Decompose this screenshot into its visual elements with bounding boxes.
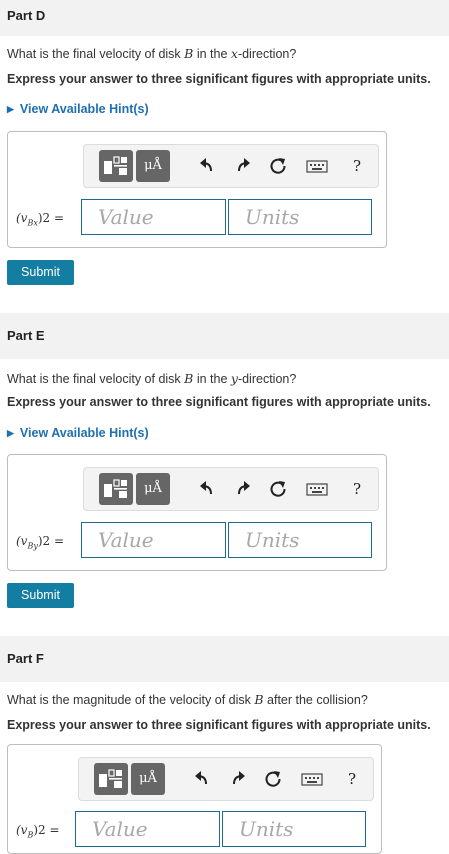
part-d-hint-link[interactable] [7,102,149,116]
templates-icon [99,150,133,182]
help-icon[interactable]: ? [352,157,362,175]
part-e-instruction: Express your answer to three significant figures with appropriate units. [7,395,431,409]
part-f-header: Part F [0,636,449,682]
redo-icon[interactable] [232,478,254,500]
undo-icon[interactable] [191,768,213,790]
math-toolbar [83,467,379,511]
units-input[interactable]: Units [228,522,372,558]
redo-icon[interactable] [227,768,249,790]
triangle-right-icon: ▶ [7,104,14,114]
var-main: (v [16,823,28,837]
part-e-answer-box [7,454,387,571]
question-text: What is the final velocity of disk [7,47,185,61]
units-button[interactable]: μÅ [136,150,170,182]
question-text: in the [193,372,231,386]
var-tail: )2 = [33,823,60,837]
question-var: B [184,46,194,61]
question-text: What is the magnitude of the velocity of disk [7,693,255,707]
part-d-answer-box [7,131,387,248]
templates-button[interactable] [99,473,133,505]
question-text: in the [193,47,231,61]
var-tail: )2 = [37,211,65,225]
value-input[interactable]: Value [81,199,226,235]
part-f-question [7,692,368,707]
keyboard-icon[interactable] [304,155,330,177]
templates-button[interactable] [94,763,128,795]
question-text: -direction? [237,47,297,61]
units-input[interactable]: Units [222,811,366,847]
question-var: B [254,692,264,707]
question-var: B [184,371,194,386]
part-e-header: Part E [0,313,449,359]
part-e-question [7,371,296,386]
part-d-instruction: Express your answer to three significant figures with appropriate units. [7,72,431,86]
reset-icon[interactable] [262,768,284,790]
keyboard-icon[interactable] [304,478,330,500]
templates-icon [99,473,133,505]
help-icon[interactable]: ? [347,770,357,788]
var-tail: )2 = [37,534,65,548]
variable-label [16,211,64,227]
question-axis: x [230,46,238,61]
reset-icon[interactable] [267,155,289,177]
math-toolbar [78,757,374,801]
var-sub: By [27,541,38,551]
question-text: What is the final velocity of disk [7,372,185,386]
reset-icon[interactable] [267,478,289,500]
undo-icon[interactable] [196,478,218,500]
part-f-instruction: Express your answer to three significant figures with appropriate units. [7,718,431,732]
part-e-hint-link[interactable] [7,426,149,440]
question-axis: y [230,371,238,386]
part-d-submit-button[interactable]: Submit [7,260,74,285]
part-e-submit-button[interactable]: Submit [7,583,74,608]
variable-label [16,534,64,550]
part-d-question [7,46,296,61]
question-text: -direction? [237,372,297,386]
templates-button[interactable] [99,150,133,182]
var-main: (v [16,211,28,225]
part-f-answer-box [7,744,382,854]
redo-icon[interactable] [232,155,254,177]
math-toolbar [83,144,379,188]
part-d-header: Part D [0,0,449,36]
keyboard-icon[interactable] [299,768,325,790]
value-input[interactable]: Value [75,811,220,847]
question-text: after the collision? [263,693,368,707]
var-sub: Bx [27,218,38,228]
undo-icon[interactable] [196,155,218,177]
help-icon[interactable]: ? [352,480,362,498]
units-input[interactable]: Units [228,199,372,235]
templates-icon [94,763,128,795]
units-button[interactable]: μÅ [136,473,170,505]
variable-label [16,823,60,839]
var-sub: B [27,830,34,840]
units-button[interactable]: μÅ [131,763,165,795]
hint-label: View Available Hint(s) [19,102,149,116]
hint-label: View Available Hint(s) [19,426,149,440]
var-main: (v [16,534,28,548]
value-input[interactable]: Value [81,522,226,558]
triangle-right-icon: ▶ [7,428,14,438]
